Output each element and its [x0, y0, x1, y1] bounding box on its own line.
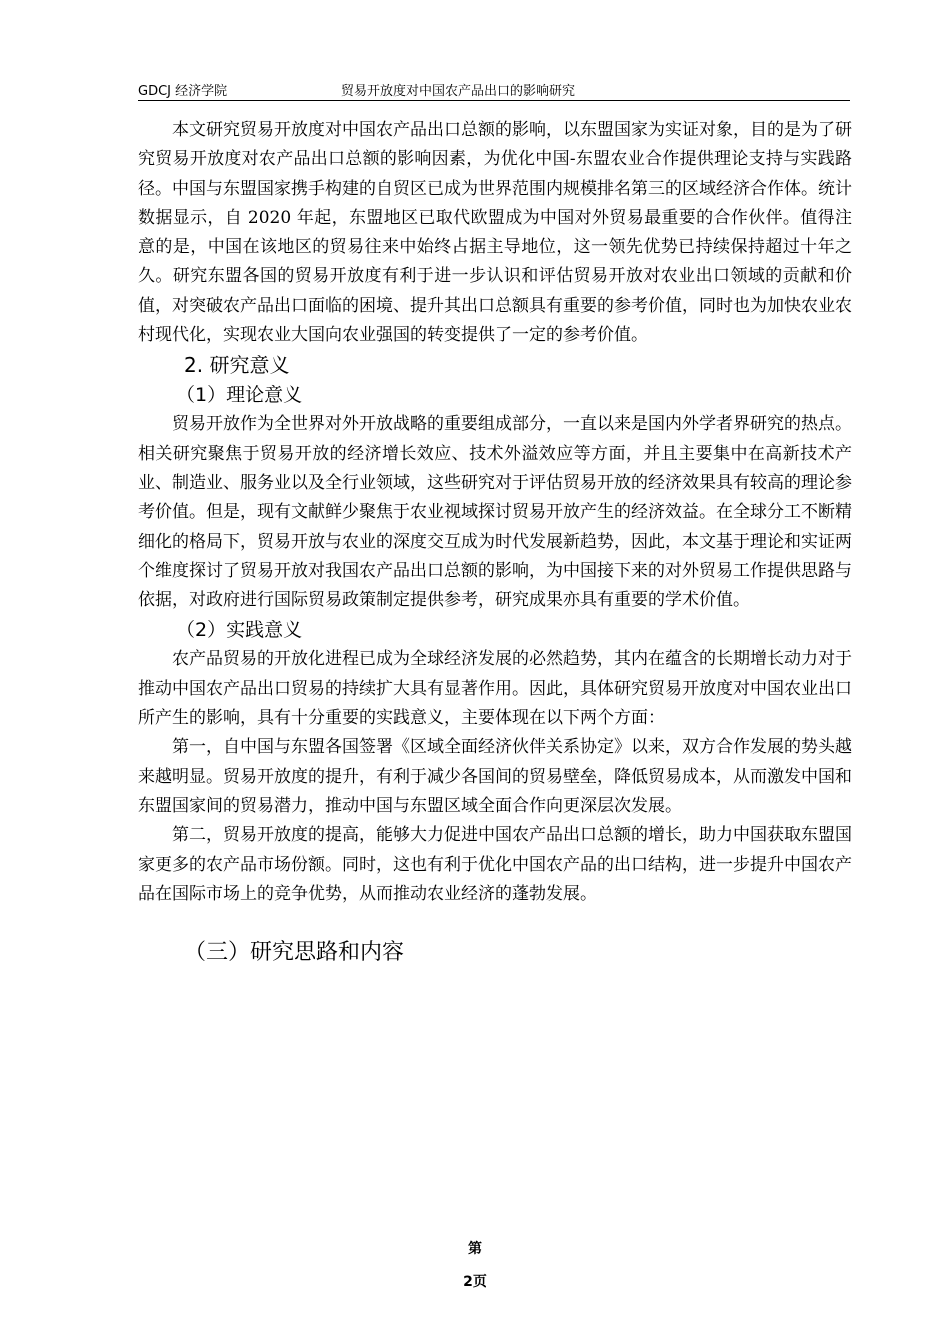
theory-paragraph: 贸易开放作为全世界对外开放战略的重要组成部分，一直以来是国内外学者界研究的热点。相关研究聚焦于贸易开放的经济增长效应、技术外溢效应等方面，并且主要集中在高新技术产业、制造业、服务业以及全行业领域，这些研究对于评估贸易开放的经济效果具有较高的理论参考价值。但是，现有文献鲜少聚焦于农业视域探讨贸易开放产生的经济效益。在全球分工不断精细化的格局下，贸易开放与农业的深度交互成为时代发展新趋势，因此，本文基于理论和实证两个维度探讨了贸易开放对我国农产品出口总额的影响，为中国接下来的对外贸易工作提供思路与依据，对政府进行国际贸易政策制定提供参考，研究成果亦具有重要的学术价值。 — [138, 414, 852, 611]
heading-theoretical-significance: （1）理论意义 — [176, 384, 303, 407]
heading-practical-significance: （2）实践意义 — [176, 619, 303, 642]
practice-paragraph: 农产品贸易的开放化进程已成为全球经济发展的必然趋势，其内在蕴含的长期增长动力对于推动中国农产品出口贸易的持续扩大具有显著作用。因此，具体研究贸易开放度对中国农业出口所产生的影响，具有十分重要的实践意义，主要体现在以下两个方面： — [138, 649, 852, 729]
footer-page-number: 2页 — [463, 1274, 487, 1290]
page-header — [138, 78, 850, 101]
heading-research-approach: （三）研究思路和内容 — [184, 940, 405, 966]
second-point-paragraph: 第二，贸易开放度的提高，能够大力促进中国农产品出口总额的增长，助力中国获取东盟国家更多的农产品市场份额。同时，这也有利于优化中国农产品的出口结构，进一步提升中国农产品在国际市场上的竞争优势，从而推动农业经济的蓬勃发展。 — [138, 825, 852, 904]
first-point-paragraph: 第一，自中国与东盟各国签署《区域全面经济伙伴关系协定》以来，双方合作发展的势头越来越明显。贸易开放度的提升，有利于减少各国间的贸易壁垒，降低贸易成本，从而激发中国和东盟国家间的贸易潜力，推动中国与东盟区域全面合作向更深层次发展。 — [138, 737, 852, 816]
header-institution: GDCJ 经济学院 — [138, 84, 228, 99]
intro-paragraph: 本文研究贸易开放度对中国农产品出口总额的影响，以东盟国家为实证对象，目的是为了研究贸易开放度对农产品出口总额的影响因素，为优化中国-东盟农业合作提供理论支持与实践路径。中国与东盟国家携手构建的自贸区已成为世界范围内规模排名第三的区域经济合作体。统计数据显示，自 2020 年起，东盟地区已取代欧盟成为中国对外贸易最重要的合作伙伴。值得注意的是，中国在该地区的贸易往来中始终占据主导地位，这一领先优势已持续保持超过十年之久。研究东盟各国的贸易开放度有利于进一步认识和评估贸易开放对农业出口领域的贡献和价值，对突破农产品出口面临的困境、提升其出口总额具有重要的参考价值，同时也为加快农业农村现代化，实现农业大国向农业强国的转变提供了一定的参考价值。 — [138, 120, 852, 346]
footer-page-label: 第 — [468, 1241, 482, 1257]
page-body — [138, 116, 852, 969]
heading-research-significance: 2. 研究意义 — [184, 353, 290, 378]
header-paper-title: 贸易开放度对中国农产品出口的影响研究 — [341, 84, 576, 99]
